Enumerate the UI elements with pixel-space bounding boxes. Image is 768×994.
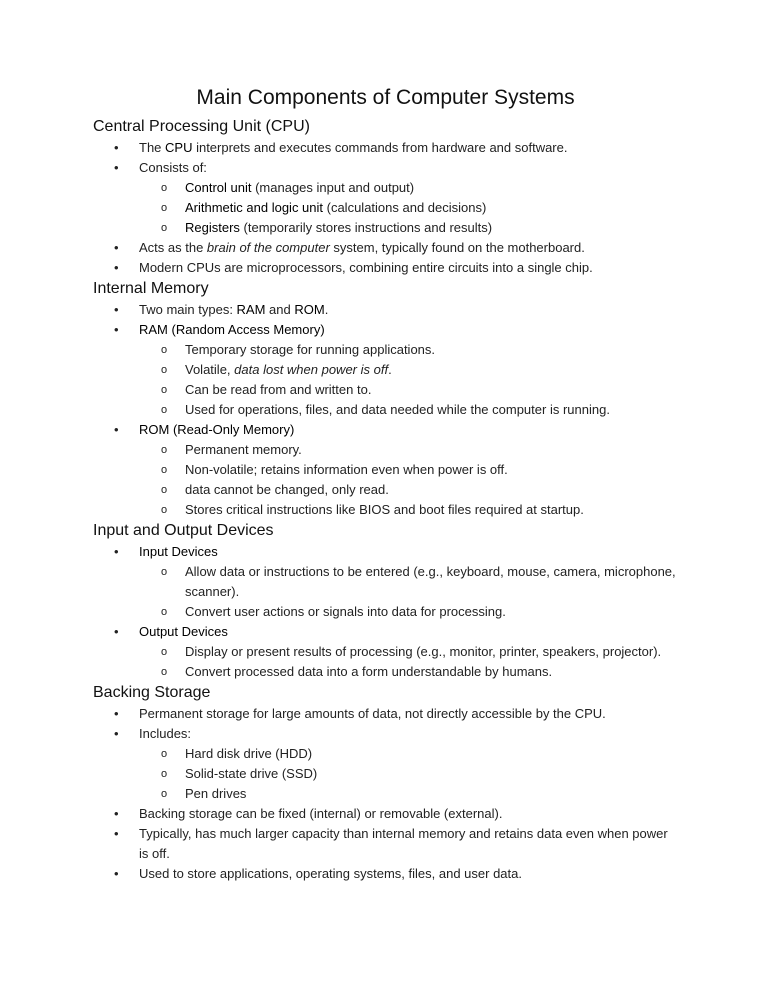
list-item-input: • Input Devices o Allow data or instructions to be entered (e.g., keyboard, mouse, camera, microphone, scanner). o Convert user actions or signals into data for processing. xyxy=(93,542,678,622)
sub-list-item: o data cannot be changed, only read. xyxy=(139,480,678,500)
list-item: • Used to store applications, operating systems, files, and user data. xyxy=(93,864,678,884)
list-item: • Backing storage can be fixed (internal) or removable (external). xyxy=(93,804,678,824)
section-io-devices xyxy=(93,520,678,682)
rom-sub-list xyxy=(139,440,678,520)
list-item: • The CPU interprets and executes commands from hardware and software. xyxy=(93,138,678,158)
sub-list-item: o Permanent memory. xyxy=(139,440,678,460)
sub-list-item: o Solid-state drive (SSD) xyxy=(139,764,678,784)
sub-list-item: o Allow data or instructions to be entered (e.g., keyboard, mouse, camera, microphone, scanner). xyxy=(139,562,678,602)
list-item: • Typically, has much larger capacity than internal memory and retains data even when power is off. xyxy=(93,824,678,864)
sub-list-item: o Volatile, data lost when power is off. xyxy=(139,360,678,380)
list-item-rom: • ROM (Read-Only Memory) o Permanent memory. o Non-volatile; retains information even when power is off. o data cannot be changed, only read. o Stores critical instructions like BIOS and boot files required at startup. xyxy=(93,420,678,520)
term-cpu: CPU xyxy=(165,140,193,155)
sub-list-item: o Convert user actions or signals into data for processing. xyxy=(139,602,678,622)
sub-list-item: o Hard disk drive (HDD) xyxy=(139,744,678,764)
cpu-sub-list xyxy=(139,178,678,238)
ram-sub-list xyxy=(139,340,678,420)
list-item-ram: • RAM (Random Access Memory) o Temporary storage for running applications. o Volatile, data lost when power is off. o Can be read from and written to. o Used for operations, files, and data needed while the computer is running. xyxy=(93,320,678,420)
sub-list-item: o Arithmetic and logic unit (calculations and decisions) xyxy=(139,198,678,218)
input-sub-list xyxy=(139,562,678,622)
sub-list-item: o Can be read from and written to. xyxy=(139,380,678,400)
section-heading-io: Input and Output Devices xyxy=(93,522,274,539)
list-item: • Acts as the brain of the computer system, typically found on the motherboard. xyxy=(93,238,678,258)
sub-list-item: o Display or present results of processing (e.g., monitor, printer, speakers, projector). xyxy=(139,642,678,662)
io-list xyxy=(93,542,678,682)
sub-list-item: o Pen drives xyxy=(139,784,678,804)
section-cpu xyxy=(93,116,678,278)
section-internal-memory xyxy=(93,278,678,520)
sub-list-item: o Temporary storage for running applications. xyxy=(139,340,678,360)
sub-list-item: o Stores critical instructions like BIOS and boot files required at startup. xyxy=(139,500,678,520)
cpu-list xyxy=(93,138,678,278)
list-item: • Two main types: RAM and ROM. xyxy=(93,300,678,320)
section-heading-memory: Internal Memory xyxy=(93,280,209,297)
sub-list-item: o Used for operations, files, and data needed while the computer is running. xyxy=(139,400,678,420)
section-heading-storage: Backing Storage xyxy=(93,684,211,701)
list-item-output: • Output Devices o Display or present results of processing (e.g., monitor, printer, speakers, projector). o Convert processed data into a form understandable by humans. xyxy=(93,622,678,682)
list-item: • Includes: o Hard disk drive (HDD) o Solid-state drive (SSD) o Pen drives xyxy=(93,724,678,804)
storage-list xyxy=(93,704,678,884)
sub-list-item: o Registers (temporarily stores instructions and results) xyxy=(139,218,678,238)
output-sub-list xyxy=(139,642,678,682)
sub-list-item: o Convert processed data into a form understandable by humans. xyxy=(139,662,678,682)
memory-list xyxy=(93,300,678,520)
sub-list-item: o Control unit (manages input and output) xyxy=(139,178,678,198)
section-backing-storage xyxy=(93,682,678,884)
list-item: • Modern CPUs are microprocessors, combining entire circuits into a single chip. xyxy=(93,258,678,278)
list-item: • Permanent storage for large amounts of data, not directly accessible by the CPU. xyxy=(93,704,678,724)
page-title: Main Components of Computer Systems xyxy=(196,86,575,109)
list-item: • Consists of: o Control unit (manages input and output) o Arithmetic and logic unit (calculations and decisions) o Registers (temporarily stores instructions and results) xyxy=(93,158,678,238)
section-heading-cpu: Central Processing Unit (CPU) xyxy=(93,118,310,135)
storage-sub-list xyxy=(139,744,678,804)
sub-list-item: o Non-volatile; retains information even when power is off. xyxy=(139,460,678,480)
